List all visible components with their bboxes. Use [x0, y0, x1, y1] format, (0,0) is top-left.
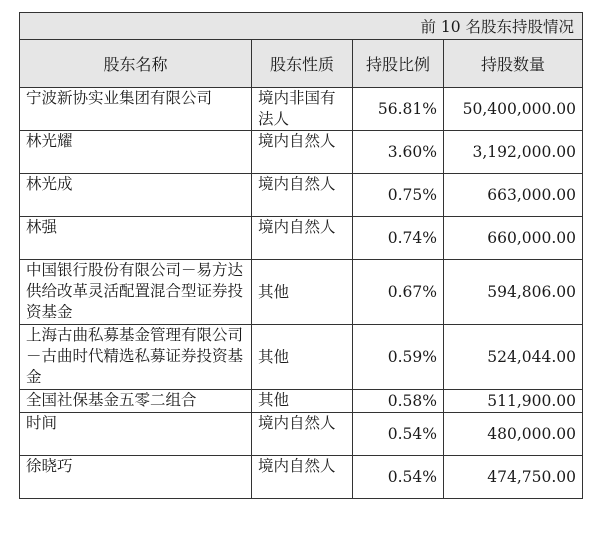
holder-name: 林光耀 — [20, 131, 252, 174]
holder-nature: 境内自然人 — [252, 413, 353, 456]
holding-ratio: 0.59% — [353, 325, 444, 390]
holding-qty: 663,000.00 — [444, 174, 583, 217]
table-row — [20, 131, 583, 174]
holding-qty: 594,806.00 — [444, 260, 583, 325]
holder-nature: 其他 — [252, 260, 353, 325]
col-header-ratio: 持股比例 — [353, 40, 444, 88]
shareholders-table — [19, 12, 583, 499]
table-row — [20, 217, 583, 260]
table-row — [20, 174, 583, 217]
holder-nature: 境内自然人 — [252, 456, 353, 499]
holder-nature: 境内自然人 — [252, 131, 353, 174]
holding-qty: 660,000.00 — [444, 217, 583, 260]
holder-name: 林光成 — [20, 174, 252, 217]
col-header-qty: 持股数量 — [444, 40, 583, 88]
holding-qty: 3,192,000.00 — [444, 131, 583, 174]
holder-name: 徐晓巧 — [20, 456, 252, 499]
holding-qty: 524,044.00 — [444, 325, 583, 390]
holder-name: 时间 — [20, 413, 252, 456]
holding-ratio: 0.74% — [353, 217, 444, 260]
holder-nature: 其他 — [252, 325, 353, 390]
table-row — [20, 456, 583, 499]
holder-nature: 境内自然人 — [252, 174, 353, 217]
holder-name: 上海古曲私募基金管理有限公司－古曲时代精选私募证券投资基金 — [20, 325, 252, 390]
holding-qty: 511,900.00 — [444, 390, 583, 413]
table-title-row — [20, 13, 583, 40]
table-row — [20, 390, 583, 413]
table-row — [20, 88, 583, 131]
col-header-nature: 股东性质 — [252, 40, 353, 88]
holder-nature: 境内自然人 — [252, 217, 353, 260]
holder-name: 全国社保基金五零二组合 — [20, 390, 252, 413]
holder-name: 中国银行股份有限公司－易方达供给改革灵活配置混合型证券投资基金 — [20, 260, 252, 325]
holding-ratio: 0.58% — [353, 390, 444, 413]
table-row — [20, 413, 583, 456]
holder-name: 林强 — [20, 217, 252, 260]
holder-nature: 境内非国有法人 — [252, 88, 353, 131]
holding-qty: 50,400,000.00 — [444, 88, 583, 131]
holding-qty: 480,000.00 — [444, 413, 583, 456]
col-header-name: 股东名称 — [20, 40, 252, 88]
holding-ratio: 0.75% — [353, 174, 444, 217]
holding-ratio: 0.67% — [353, 260, 444, 325]
holder-nature: 其他 — [252, 390, 353, 413]
holding-ratio: 56.81% — [353, 88, 444, 131]
holding-ratio: 3.60% — [353, 131, 444, 174]
table-row — [20, 260, 583, 325]
holder-name: 宁波新协实业集团有限公司 — [20, 88, 252, 131]
holding-qty: 474,750.00 — [444, 456, 583, 499]
holding-ratio: 0.54% — [353, 456, 444, 499]
header-row — [20, 40, 583, 88]
holding-ratio: 0.54% — [353, 413, 444, 456]
table-row — [20, 325, 583, 390]
table-title: 前 10 名股东持股情况 — [20, 13, 583, 40]
